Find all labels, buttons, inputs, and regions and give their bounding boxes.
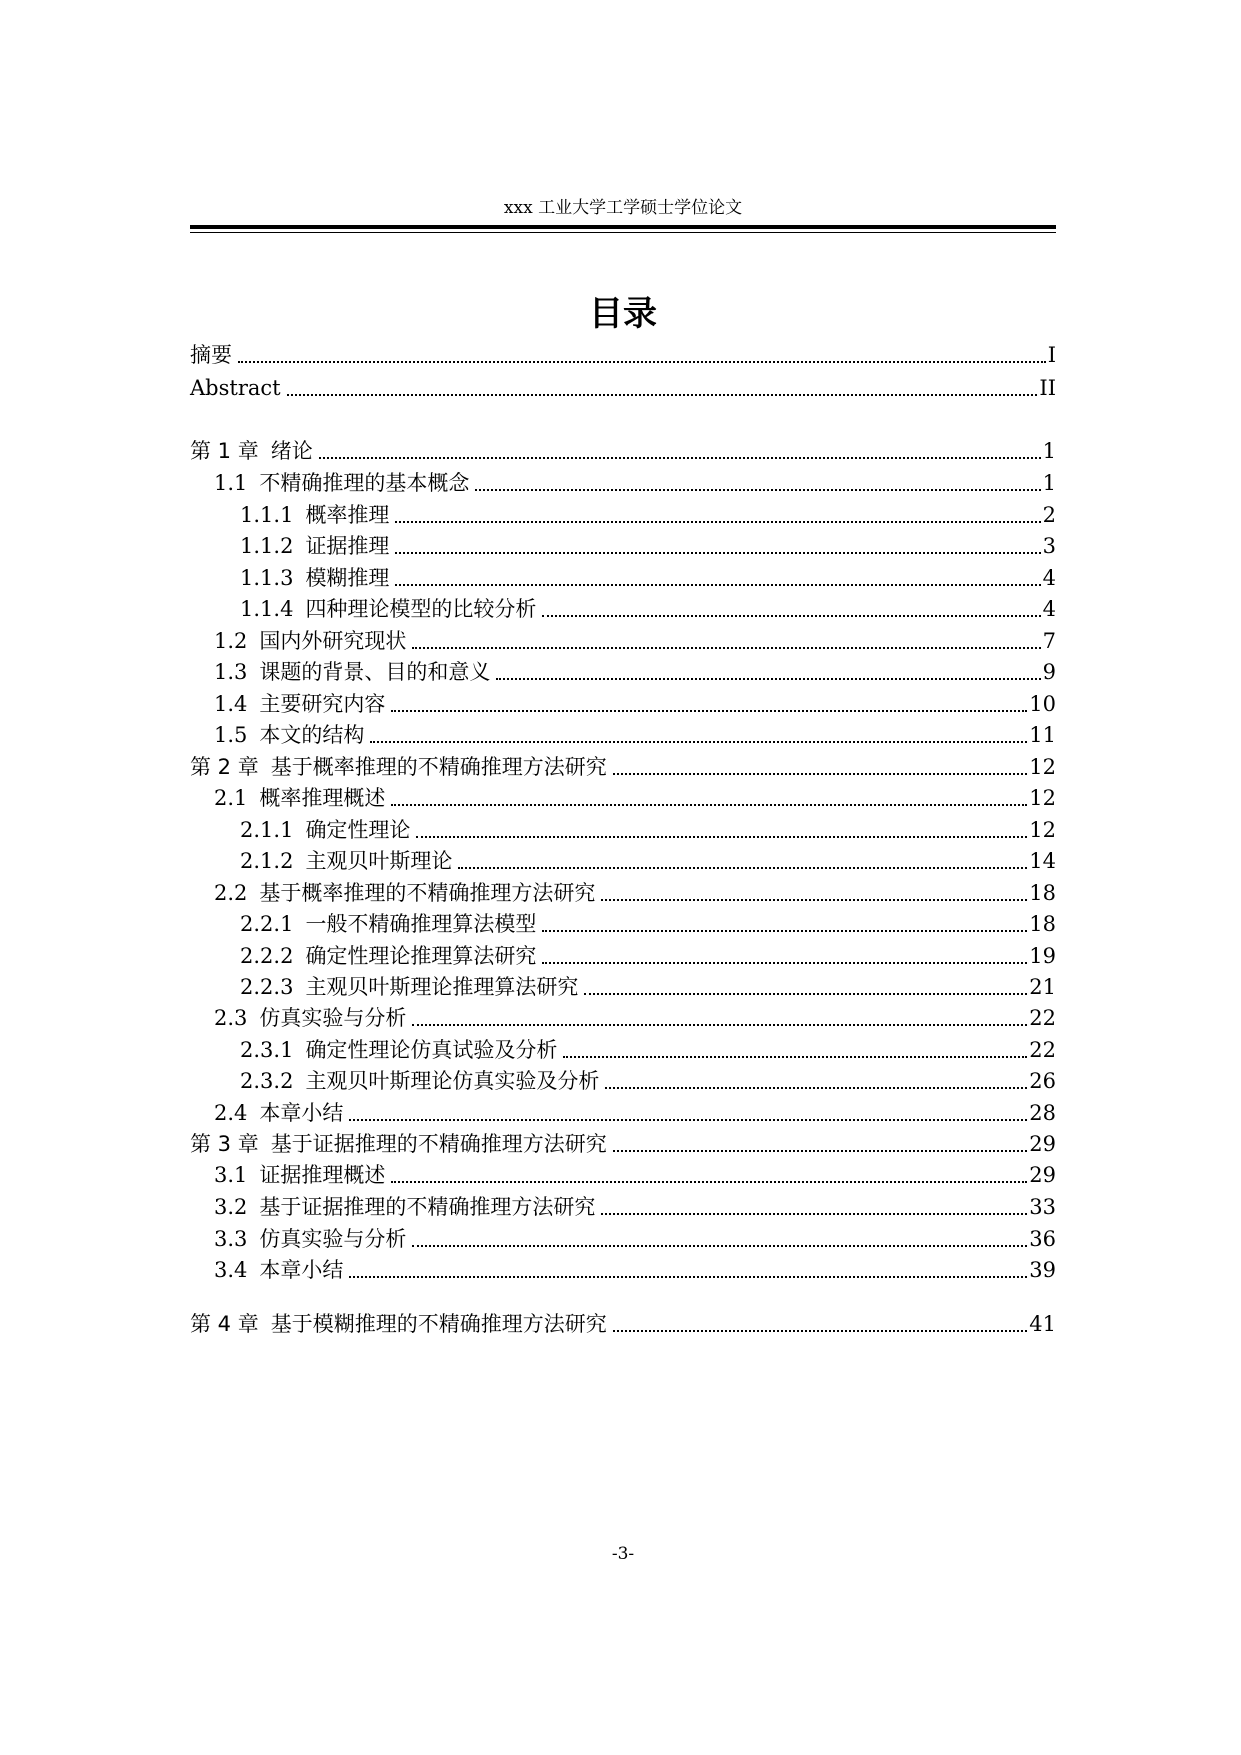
toc-entry xyxy=(214,1224,1056,1254)
toc-entry xyxy=(214,468,1056,498)
toc-entry xyxy=(214,1098,1056,1128)
toc-entry-number: 2.3 xyxy=(214,1006,248,1030)
toc-entry-title: 确定性理论 xyxy=(305,818,411,842)
toc-leader-dots xyxy=(584,993,1027,995)
toc-entry-page: 12 xyxy=(1029,786,1056,810)
toc-leader-dots xyxy=(412,1024,1027,1026)
toc-entry-title: 本章小结 xyxy=(259,1101,344,1125)
toc-entry xyxy=(214,1192,1056,1222)
toc-leader-dots xyxy=(412,647,1040,649)
toc-entry-number: 1.1.3 xyxy=(240,566,294,590)
toc-entry xyxy=(214,626,1056,656)
toc-entry xyxy=(214,1255,1056,1285)
toc-entry-number: 1.5 xyxy=(214,723,248,747)
toc-entry-number: 第 1 章 xyxy=(190,439,259,463)
toc-leader-dots xyxy=(412,1245,1027,1247)
toc-entry-number: 2.1.2 xyxy=(240,849,294,873)
toc-entry xyxy=(214,720,1056,750)
toc-entry-page: 18 xyxy=(1029,881,1056,905)
toc-entry-title: 概率推理概述 xyxy=(259,786,386,810)
toc-entry xyxy=(240,972,1056,1002)
toc-leader-dots xyxy=(391,710,1027,712)
toc-entry-page: 29 xyxy=(1029,1132,1056,1156)
toc-entry-title: 主观贝叶斯理论推理算法研究 xyxy=(305,975,579,999)
toc-entry-page: 19 xyxy=(1029,944,1056,968)
toc-entry xyxy=(190,1129,1056,1159)
toc-leader-dots xyxy=(601,899,1027,901)
toc-entry-title: 概率推理 xyxy=(305,503,390,527)
toc-entry-title: 不精确推理的基本概念 xyxy=(259,471,470,495)
toc-entry-number: 1.4 xyxy=(214,692,248,716)
toc-entry-title: 国内外研究现状 xyxy=(259,629,407,653)
toc-leader-dots xyxy=(287,394,1038,396)
toc-leader-dots xyxy=(542,615,1040,617)
toc-entry-page: 26 xyxy=(1029,1069,1056,1093)
toc-entry-number: 第 4 章 xyxy=(190,1312,259,1336)
toc-entry-title: 仿真实验与分析 xyxy=(259,1227,407,1251)
toc-leader-dots xyxy=(563,1056,1027,1058)
toc-entry-title: 基于概率推理的不精确推理方法研究 xyxy=(270,755,607,779)
toc-entry-title: 四种理论模型的比较分析 xyxy=(305,597,537,621)
toc-entry-page: 12 xyxy=(1029,755,1056,779)
toc-entry-number: 2.2.1 xyxy=(240,912,294,936)
toc-entry-number: 2.2.3 xyxy=(240,975,294,999)
toc-entry-title: 本文的结构 xyxy=(259,723,365,747)
toc-entry xyxy=(190,752,1056,782)
toc-entry xyxy=(240,594,1056,624)
toc-entry-page: 1 xyxy=(1042,471,1056,495)
toc-entry-title: 主观贝叶斯理论仿真实验及分析 xyxy=(305,1069,600,1093)
toc-entry-page: 39 xyxy=(1029,1258,1056,1282)
toc-entry xyxy=(240,941,1056,971)
toc-entry-page: 10 xyxy=(1029,692,1056,716)
toc-entry-number: 2.3.1 xyxy=(240,1038,294,1062)
toc-entry-title: Abstract xyxy=(190,376,281,400)
toc-entry-number: 第 3 章 xyxy=(190,1132,259,1156)
toc-entry-title: 课题的背景、目的和意义 xyxy=(259,660,491,684)
toc-leader-dots xyxy=(370,741,1027,743)
toc-entry-title: 基于模糊推理的不精确推理方法研究 xyxy=(270,1312,607,1336)
toc-entry-page: I xyxy=(1047,343,1056,367)
toc-leader-dots xyxy=(391,804,1027,806)
toc-entry xyxy=(190,373,1056,403)
toc-entry xyxy=(214,1003,1056,1033)
toc-leader-dots xyxy=(395,521,1040,523)
toc-entry-page: 11 xyxy=(1029,723,1056,747)
toc-entry xyxy=(240,563,1056,593)
toc-entry xyxy=(190,340,1056,370)
toc-entry-page: 22 xyxy=(1029,1006,1056,1030)
toc-leader-dots xyxy=(613,773,1028,775)
toc-entry-title: 主观贝叶斯理论 xyxy=(305,849,453,873)
toc-entry-page: 21 xyxy=(1029,975,1056,999)
toc-entry-page: 36 xyxy=(1029,1227,1056,1251)
toc-leader-dots xyxy=(496,678,1040,680)
toc-entry-title: 基于概率推理的不精确推理方法研究 xyxy=(259,881,596,905)
toc-entry xyxy=(190,1309,1056,1339)
toc-entry-title: 确定性理论仿真试验及分析 xyxy=(305,1038,558,1062)
toc-leader-dots xyxy=(542,930,1027,932)
toc-leader-dots xyxy=(391,1181,1027,1183)
toc-leader-dots xyxy=(349,1119,1027,1121)
toc-entry-title: 本章小结 xyxy=(259,1258,344,1282)
toc-entry-page: 1 xyxy=(1042,439,1056,463)
toc-entry-title: 基于证据推理的不精确推理方法研究 xyxy=(259,1195,596,1219)
toc-leader-dots xyxy=(613,1150,1028,1152)
toc-entry-page: 41 xyxy=(1029,1312,1056,1336)
toc-entry-page: 4 xyxy=(1042,597,1056,621)
toc-entry-number: 2.2.2 xyxy=(240,944,294,968)
toc-entry-title: 证据推理概述 xyxy=(259,1163,386,1187)
toc-entry-title: 绪论 xyxy=(270,439,313,463)
toc-entry xyxy=(190,436,1056,466)
toc-leader-dots xyxy=(542,962,1027,964)
toc-entry xyxy=(214,1160,1056,1190)
toc-leader-dots xyxy=(349,1276,1027,1278)
toc-entry-title: 摘要 xyxy=(190,343,232,367)
toc-entry-number: 2.3.2 xyxy=(240,1069,294,1093)
toc-leader-dots xyxy=(613,1330,1028,1332)
toc-entry-page: 12 xyxy=(1029,818,1056,842)
toc-entry xyxy=(214,783,1056,813)
toc-entry xyxy=(214,878,1056,908)
header-rule-thin xyxy=(190,232,1056,233)
toc-entry-number: 3.3 xyxy=(214,1227,248,1251)
toc-entry xyxy=(214,657,1056,687)
toc-entry xyxy=(240,815,1056,845)
toc-entry-title: 一般不精确推理算法模型 xyxy=(305,912,537,936)
toc-entry-page: 14 xyxy=(1029,849,1056,873)
toc-entry xyxy=(240,500,1056,530)
toc-entry-title: 仿真实验与分析 xyxy=(259,1006,407,1030)
toc-entry xyxy=(240,909,1056,939)
toc-leader-dots xyxy=(395,584,1040,586)
toc-entry-number: 1.1.1 xyxy=(240,503,294,527)
toc-leader-dots xyxy=(319,457,1041,459)
toc-entry-page: 3 xyxy=(1042,534,1056,558)
page-title: 目录 xyxy=(589,294,657,334)
toc-entry-title: 证据推理 xyxy=(305,534,390,558)
toc-entry-number: 第 2 章 xyxy=(190,755,259,779)
toc-entry-number: 1.1.4 xyxy=(240,597,294,621)
toc-entry xyxy=(240,1066,1056,1096)
toc-leader-dots xyxy=(395,552,1040,554)
toc-leader-dots xyxy=(605,1087,1027,1089)
toc-leader-dots xyxy=(458,867,1027,869)
toc-leader-dots xyxy=(416,836,1027,838)
toc-entry-page: II xyxy=(1039,376,1056,400)
toc-entry-number: 3.1 xyxy=(214,1163,248,1187)
toc-entry-title: 模糊推理 xyxy=(305,566,390,590)
toc-entry-number: 1.3 xyxy=(214,660,248,684)
toc-entry-title: 基于证据推理的不精确推理方法研究 xyxy=(270,1132,607,1156)
toc-entry-page: 33 xyxy=(1029,1195,1056,1219)
toc-entry xyxy=(214,689,1056,719)
toc-entry-number: 1.1.2 xyxy=(240,534,294,558)
toc-entry-number: 1.1 xyxy=(214,471,248,495)
header-rule-thick xyxy=(190,225,1056,229)
toc-entry-number: 3.4 xyxy=(214,1258,248,1282)
toc-entry xyxy=(240,531,1056,561)
toc-entry-number: 2.4 xyxy=(214,1101,248,1125)
toc-entry-number: 1.2 xyxy=(214,629,248,653)
toc-entry-number: 3.2 xyxy=(214,1195,248,1219)
toc-entry-page: 18 xyxy=(1029,912,1056,936)
toc-leader-dots xyxy=(601,1213,1027,1215)
toc-entry-page: 22 xyxy=(1029,1038,1056,1062)
toc-entry-page: 9 xyxy=(1042,660,1056,684)
toc-entry xyxy=(240,1035,1056,1065)
toc-entry-number: 2.2 xyxy=(214,881,248,905)
running-header: xxx 工业大学工学硕士学位论文 xyxy=(503,198,743,218)
page-number: -3- xyxy=(611,1544,635,1564)
toc-entry-page: 7 xyxy=(1042,629,1056,653)
toc-leader-dots xyxy=(475,489,1040,491)
toc-entry-page: 4 xyxy=(1042,566,1056,590)
toc-entry-title: 主要研究内容 xyxy=(259,692,386,716)
toc-entry-title: 确定性理论推理算法研究 xyxy=(305,944,537,968)
toc-entry-number: 2.1 xyxy=(214,786,248,810)
toc-leader-dots xyxy=(238,361,1046,363)
toc-entry-page: 2 xyxy=(1042,503,1056,527)
toc-entry-page: 28 xyxy=(1029,1101,1056,1125)
toc-entry xyxy=(240,846,1056,876)
toc-entry-page: 29 xyxy=(1029,1163,1056,1187)
toc-entry-number: 2.1.1 xyxy=(240,818,294,842)
